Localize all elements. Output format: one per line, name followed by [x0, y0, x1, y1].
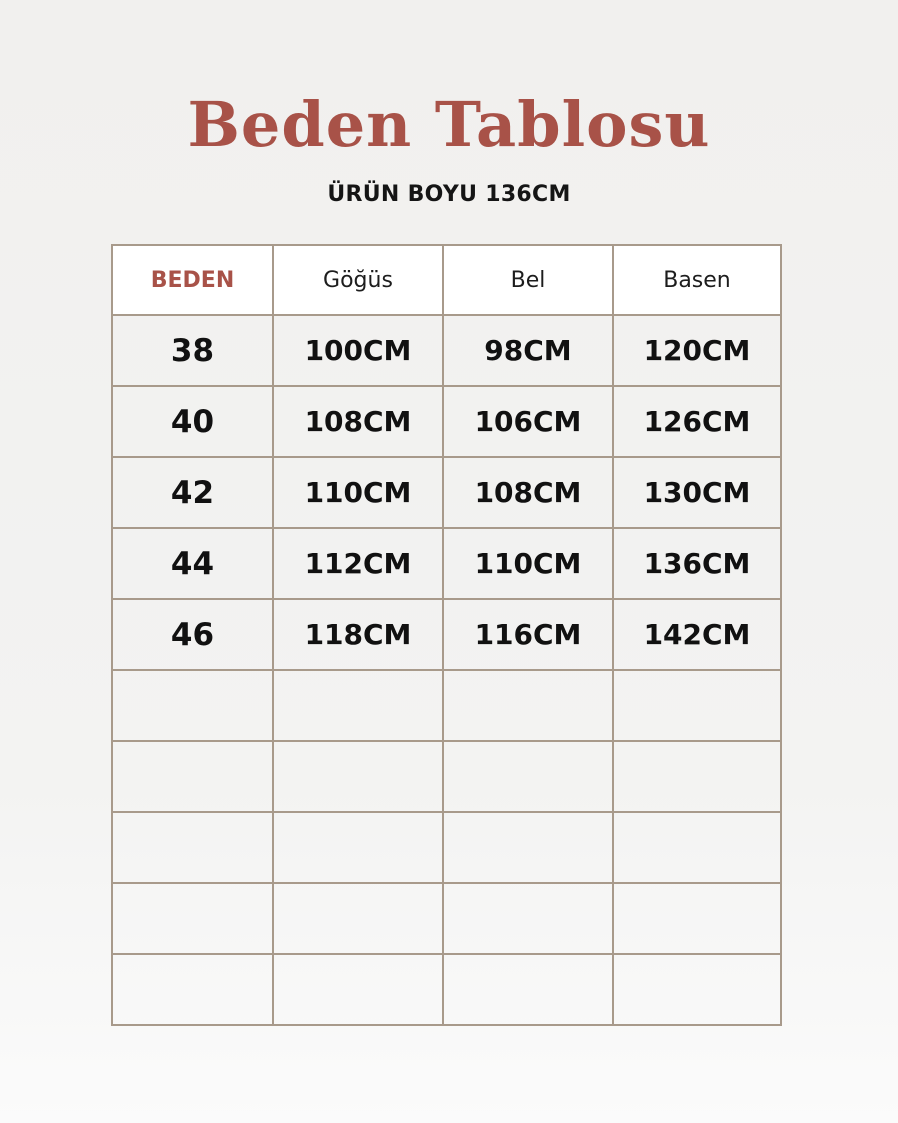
size-chart-table	[111, 244, 782, 1026]
empty-cell	[112, 741, 273, 812]
empty-cell	[273, 812, 443, 883]
size-cell: 38	[112, 315, 273, 386]
hip-cell: 126CM	[613, 386, 781, 457]
empty-cell	[443, 954, 613, 1025]
header-hip: Basen	[613, 245, 781, 315]
chest-cell: 100CM	[273, 315, 443, 386]
empty-cell	[613, 954, 781, 1025]
waist-cell: 106CM	[443, 386, 613, 457]
chest-cell: 110CM	[273, 457, 443, 528]
waist-cell: 98CM	[443, 315, 613, 386]
empty-cell	[443, 670, 613, 741]
empty-cell	[443, 883, 613, 954]
page-title: Beden Tablosu	[187, 88, 711, 161]
empty-cell	[613, 670, 781, 741]
empty-cell	[112, 954, 273, 1025]
hip-cell: 136CM	[613, 528, 781, 599]
empty-table-row	[112, 812, 781, 883]
chest-cell: 108CM	[273, 386, 443, 457]
table-row	[112, 457, 781, 528]
empty-cell	[273, 670, 443, 741]
empty-cell	[443, 812, 613, 883]
table-header-row	[112, 245, 781, 315]
waist-cell: 116CM	[443, 599, 613, 670]
size-cell: 40	[112, 386, 273, 457]
empty-table-row	[112, 954, 781, 1025]
table-row	[112, 528, 781, 599]
header-chest: Göğüs	[273, 245, 443, 315]
waist-cell: 108CM	[443, 457, 613, 528]
hip-cell: 120CM	[613, 315, 781, 386]
header-size: BEDEN	[112, 245, 273, 315]
empty-cell	[112, 812, 273, 883]
product-length-subtitle: ÜRÜN BOYU 136CM	[327, 182, 571, 207]
empty-cell	[613, 883, 781, 954]
size-cell: 46	[112, 599, 273, 670]
table-row	[112, 315, 781, 386]
hip-cell: 130CM	[613, 457, 781, 528]
empty-cell	[613, 741, 781, 812]
table-row	[112, 599, 781, 670]
empty-table-row	[112, 883, 781, 954]
chest-cell: 118CM	[273, 599, 443, 670]
empty-cell	[112, 883, 273, 954]
empty-cell	[273, 741, 443, 812]
empty-cell	[112, 670, 273, 741]
empty-cell	[613, 812, 781, 883]
empty-table-row	[112, 741, 781, 812]
chest-cell: 112CM	[273, 528, 443, 599]
empty-cell	[273, 883, 443, 954]
empty-cell	[443, 741, 613, 812]
empty-table-row	[112, 670, 781, 741]
size-cell: 44	[112, 528, 273, 599]
waist-cell: 110CM	[443, 528, 613, 599]
header-waist: Bel	[443, 245, 613, 315]
empty-cell	[273, 954, 443, 1025]
table-row	[112, 386, 781, 457]
size-cell: 42	[112, 457, 273, 528]
hip-cell: 142CM	[613, 599, 781, 670]
